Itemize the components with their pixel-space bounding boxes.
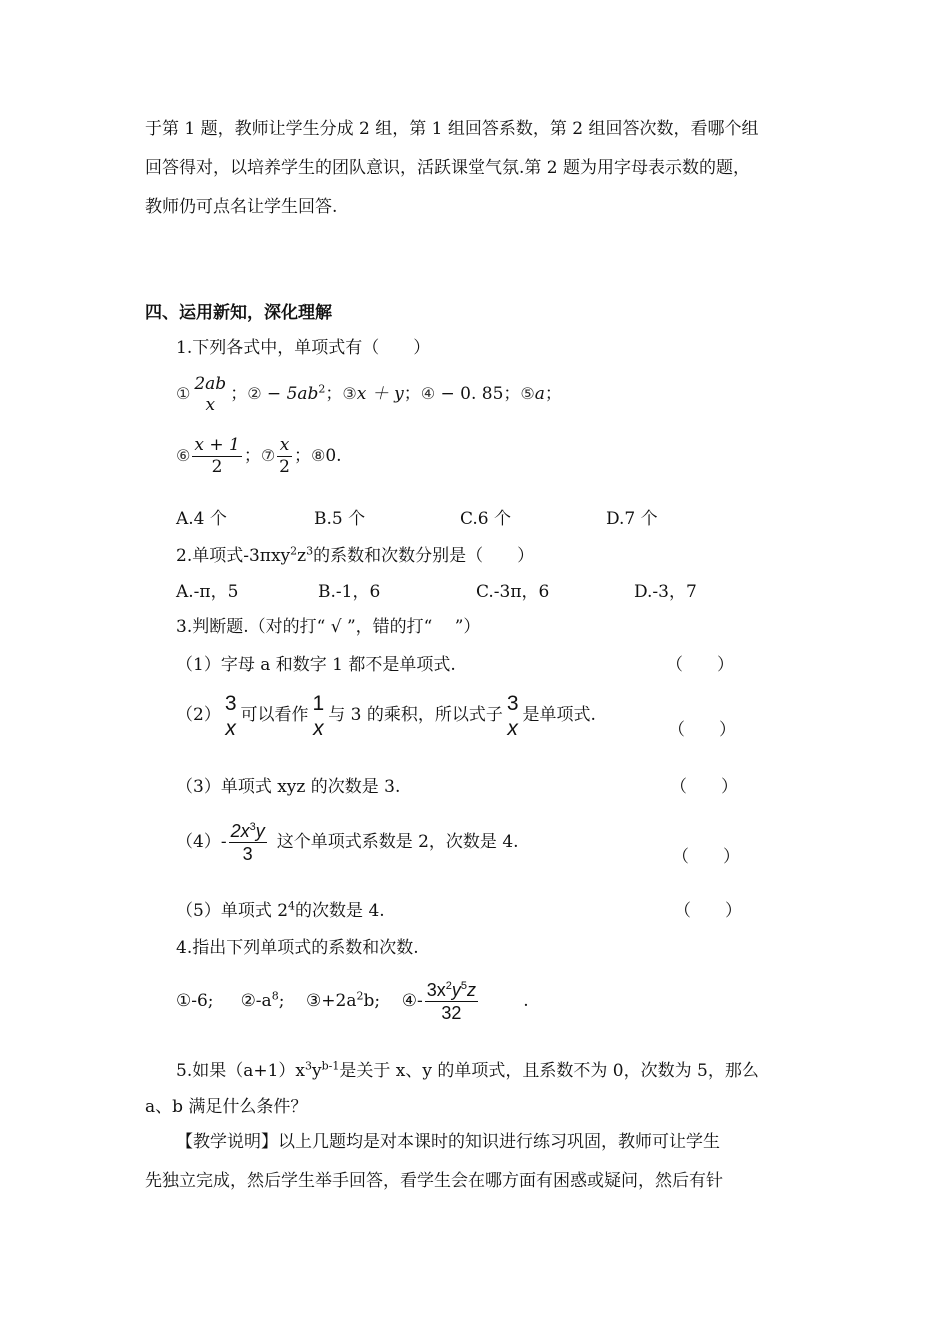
section-title: 四、运用新知，深化理解 [145,303,332,323]
circled-number: ② [247,384,262,403]
answer-parentheses: （ ） [670,777,738,797]
circled-number: ⑤ [520,384,535,403]
q1-option-a: A.4 个 [176,509,227,529]
q3-statement-3: （3）单项式 xyz 的次数是 3. [176,777,401,797]
circled-number: ① [176,384,191,403]
answer-parentheses: （ ） [666,655,734,675]
q5-line-2: a、b 满足什么条件？ [145,1097,308,1117]
q3-statement-5: （5）单项式 $2^4$的次数是 4. [176,899,385,921]
teaching-note-line-2: 先独立完成，然后学生举手回答，看学生会在哪方面有困惑或疑问，然后有针 [145,1171,723,1191]
circled-number: ⑧ [310,446,326,465]
q5-line-1: 5.如果$(a+1)x^3y^{b-1}$是关于 x、y 的单项式，且系数不为 0，次数为 5，那么 [176,1059,759,1081]
q4-stem: 4.指出下列单项式的系数和次数. [176,938,419,958]
q3-stem: 3.判断题.（对的打“ √ ”，错的打“ ”） [176,617,481,637]
q1-option-c: C.6 个 [460,509,512,529]
circled-number: ④ [420,384,436,403]
q1-items-row-1: ① 2ab x ；② − $5ab^2$；③x ＋ y；④ − 0. 85；⑤a； [176,373,562,415]
fraction: 3 x [224,691,237,740]
intro-line-3: 教师仍可点名让学生回答. [145,197,338,217]
fraction: $\frac{x + 1}{2}$ [194,435,240,477]
q1-items-row-2: ⑥ $\frac{x + 1}{2}$ ；⑦ $\frac{x}{2}$ ；⑧0. [176,435,342,477]
fraction: $\frac{x}{2}$ [279,435,290,477]
q2-option-d: D.-3，7 [634,582,697,602]
teaching-note-line-1: 【教学说明】以上几题均是对本课时的知识进行练习巩固，教师可让学生 [176,1132,720,1152]
intro-line-1: 于第 1 题，教师让学生分成 2 组，第 1 组回答系数，第 2 组回答次数，看哪个组 [145,119,759,139]
answer-parentheses: （ ） [668,720,736,740]
q1-option-b: B.5 个 [314,509,366,529]
q1-option-d: D.7 个 [606,509,658,529]
q2-option-b: B.-1，6 [318,582,381,602]
circled-number: ⑥ [176,446,191,465]
q3-statement-4: （4）- $\frac{2x^3y}{3}$ 这个单项式系数是 2，次数是 4. [176,821,519,864]
q3-statement-2: （2） 3 x 可以看作 1 x 与 3 的乘积，所以式子 3 x 是单项式. [176,691,596,740]
q4-items: ①-6; $②-a^8$; $③+2a^2b$; ④- $\frac{3x^2y^5z}{32}$ . [176,980,529,1023]
circled-number: ③ [342,384,357,403]
fraction: $\frac{2x^3y}{3}$ [230,821,265,864]
q3-statement-1: （1）字母 a 和数字 1 都不是单项式. [176,655,456,675]
fraction: 3 x [506,691,519,740]
q2-option-c: C.-3π，6 [476,582,550,602]
circled-number: ⑦ [260,446,276,465]
fraction: 1 x [312,691,325,740]
answer-parentheses: （ ） [672,847,740,867]
q2-option-a: A.-π，5 [176,582,239,602]
q1-stem: 1.下列各式中，单项式有（ ） [176,338,431,358]
fraction: 2ab x [194,373,227,415]
fraction: $\frac{3x^2y^5z}{32}$ [426,980,476,1023]
intro-line-2: 回答得对，以培养学生的团队意识，活跃课堂气氛.第 2 题为用字母表示数的题， [145,158,751,178]
q2-stem: 2.单项式$-3\pi xy^2z^3$的系数和次数分别是（ ） [176,544,535,566]
answer-parentheses: （ ） [674,901,742,921]
